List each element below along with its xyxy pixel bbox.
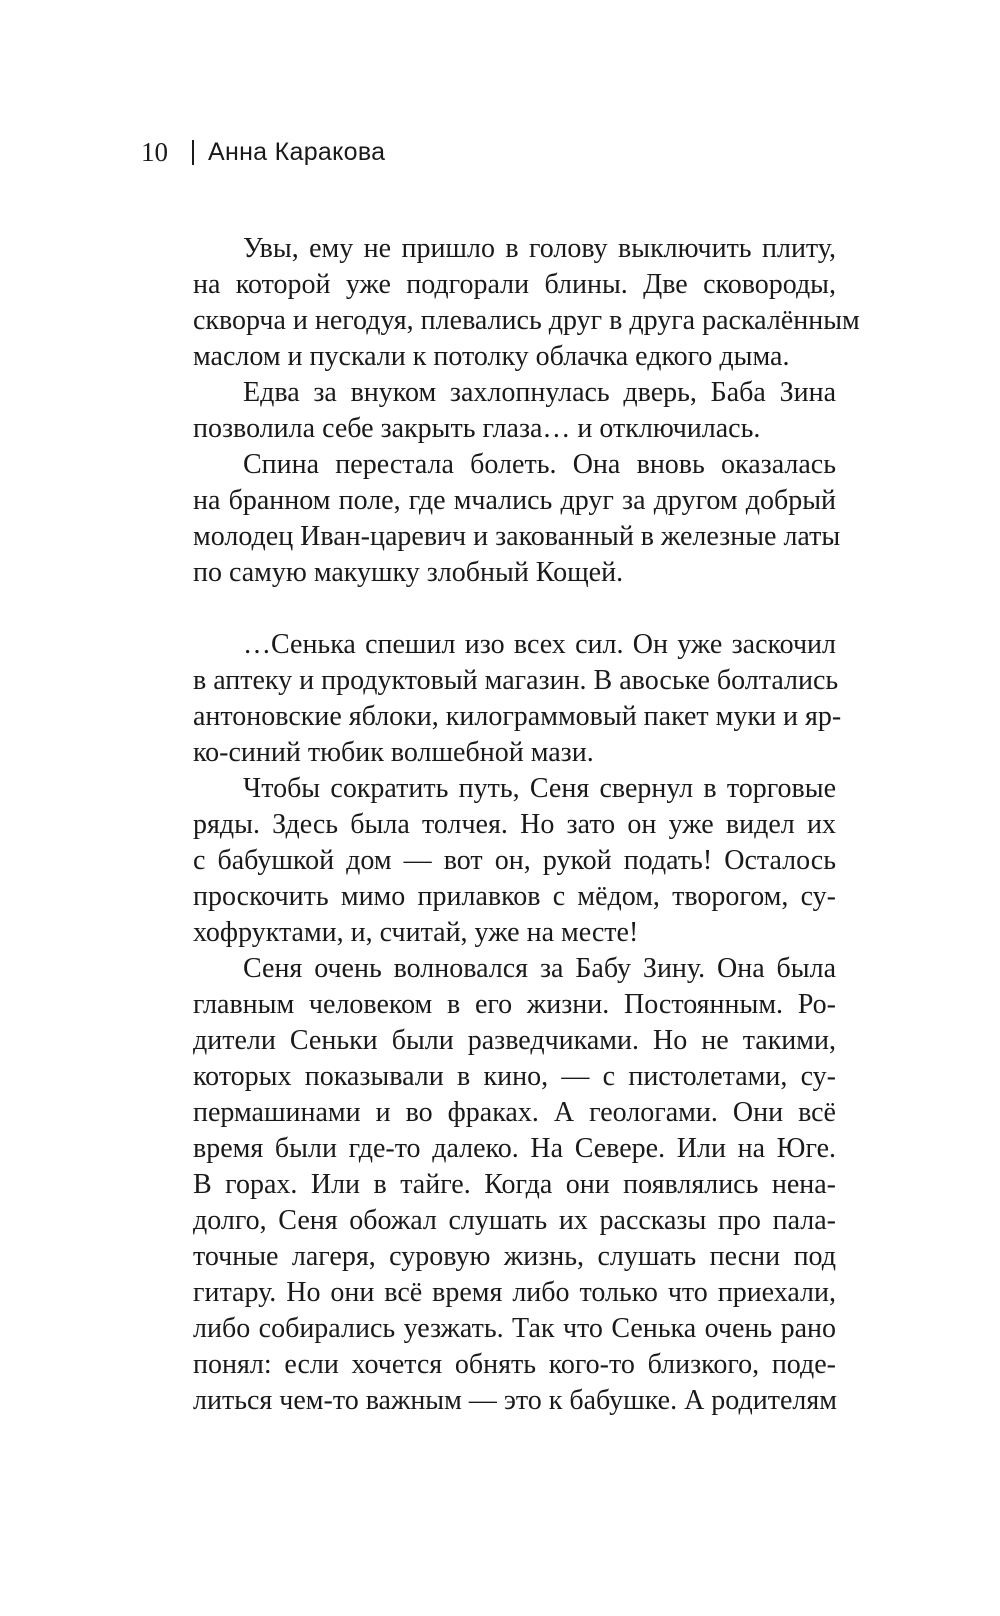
text-line: ряды. Здесь была толчея. Но зато он уже видел их: [193, 809, 836, 840]
paragraph: [193, 375, 836, 447]
text-line: долго, Сеня обожал слушать их рассказы про пала-: [193, 1205, 836, 1236]
paragraph: [193, 951, 836, 1419]
paragraph: [193, 231, 860, 375]
paragraph: [193, 447, 841, 591]
text-line: на которой уже подгорали блины. Две сковороды,: [193, 269, 836, 300]
text-line: Сеня очень волновался за Бабу Зину. Она была: [243, 953, 836, 984]
page-text: [193, 231, 860, 1419]
running-head: [141, 132, 385, 172]
text-line: понял: если хочется обнять кого-то близкого, поде-: [193, 1349, 836, 1380]
text-line: Увы, ему не пришло в голову выключить плиту,: [243, 233, 836, 264]
page-number: 10: [141, 137, 168, 167]
text-line: с бабушкой дом — вот он, рукой подать! Осталось: [193, 845, 836, 876]
text-line: главным человеком в его жизни. Постоянным. Ро-: [193, 989, 836, 1020]
text-line: хофруктами, и, считай, уже на месте!: [193, 917, 639, 948]
text-line: проскочить мимо прилавков с мёдом, творогом, су-: [193, 881, 836, 912]
text-line: пермашинами и во фраках. А геологами. Они всё: [193, 1097, 836, 1128]
text-line: либо собирались уезжать. Так что Сенька очень рано: [193, 1313, 836, 1344]
text-line: в аптеку и продуктовый магазин. В авоське болтались: [193, 665, 839, 696]
text-line: гитару. Но они всё время либо только что приехали,: [193, 1277, 836, 1308]
text-line: антоновские яблоки, килограммовый пакет муки и яр-: [193, 701, 842, 732]
author-name: Анна Каракова: [208, 138, 386, 166]
text-line: Спина перестала болеть. Она вновь оказалась: [243, 449, 836, 480]
text-line: Едва за внуком захлопнулась дверь, Баба Зина: [243, 377, 836, 408]
text-line: Чтобы сократить путь, Сеня свернул в торговые: [243, 773, 836, 804]
text-line: …Сенька спешил изо всех сил. Он уже заскочил: [243, 629, 836, 660]
text-line: ко-синий тюбик волшебной мази.: [193, 737, 594, 768]
text-line: скворча и негодуя, плевались друг в друга раскалённым: [193, 305, 860, 336]
scene-break: [193, 591, 836, 627]
text-line: по самую макушку злобный Кощей.: [193, 557, 624, 588]
paragraph: [193, 627, 842, 771]
paragraph: [193, 771, 836, 951]
text-line: которых показывали в кино, — с пистолетами, су-: [193, 1061, 836, 1092]
text-line: время были где-то далеко. На Севере. Или на Юге.: [193, 1133, 836, 1164]
text-line: точные лагеря, суровую жизнь, слушать песни под: [193, 1241, 836, 1272]
text-line: В горах. Или в тайге. Когда они появлялись нена-: [193, 1169, 836, 1200]
text-line: позволила себе закрыть глаза… и отключилась.: [193, 413, 761, 444]
text-line: литься чем-то важным — это к бабушке. А родителям: [193, 1385, 837, 1416]
text-line: на бранном поле, где мчались друг за другом добрый: [193, 485, 836, 516]
text-line: дители Сеньки были разведчиками. Но не такими,: [193, 1025, 836, 1056]
text-line: молодец Иван-царевич и закованный в железные латы: [193, 521, 841, 552]
header-separator: [192, 140, 194, 165]
text-line: маслом и пускали к потолку облачка едкого дыма.: [193, 341, 790, 372]
